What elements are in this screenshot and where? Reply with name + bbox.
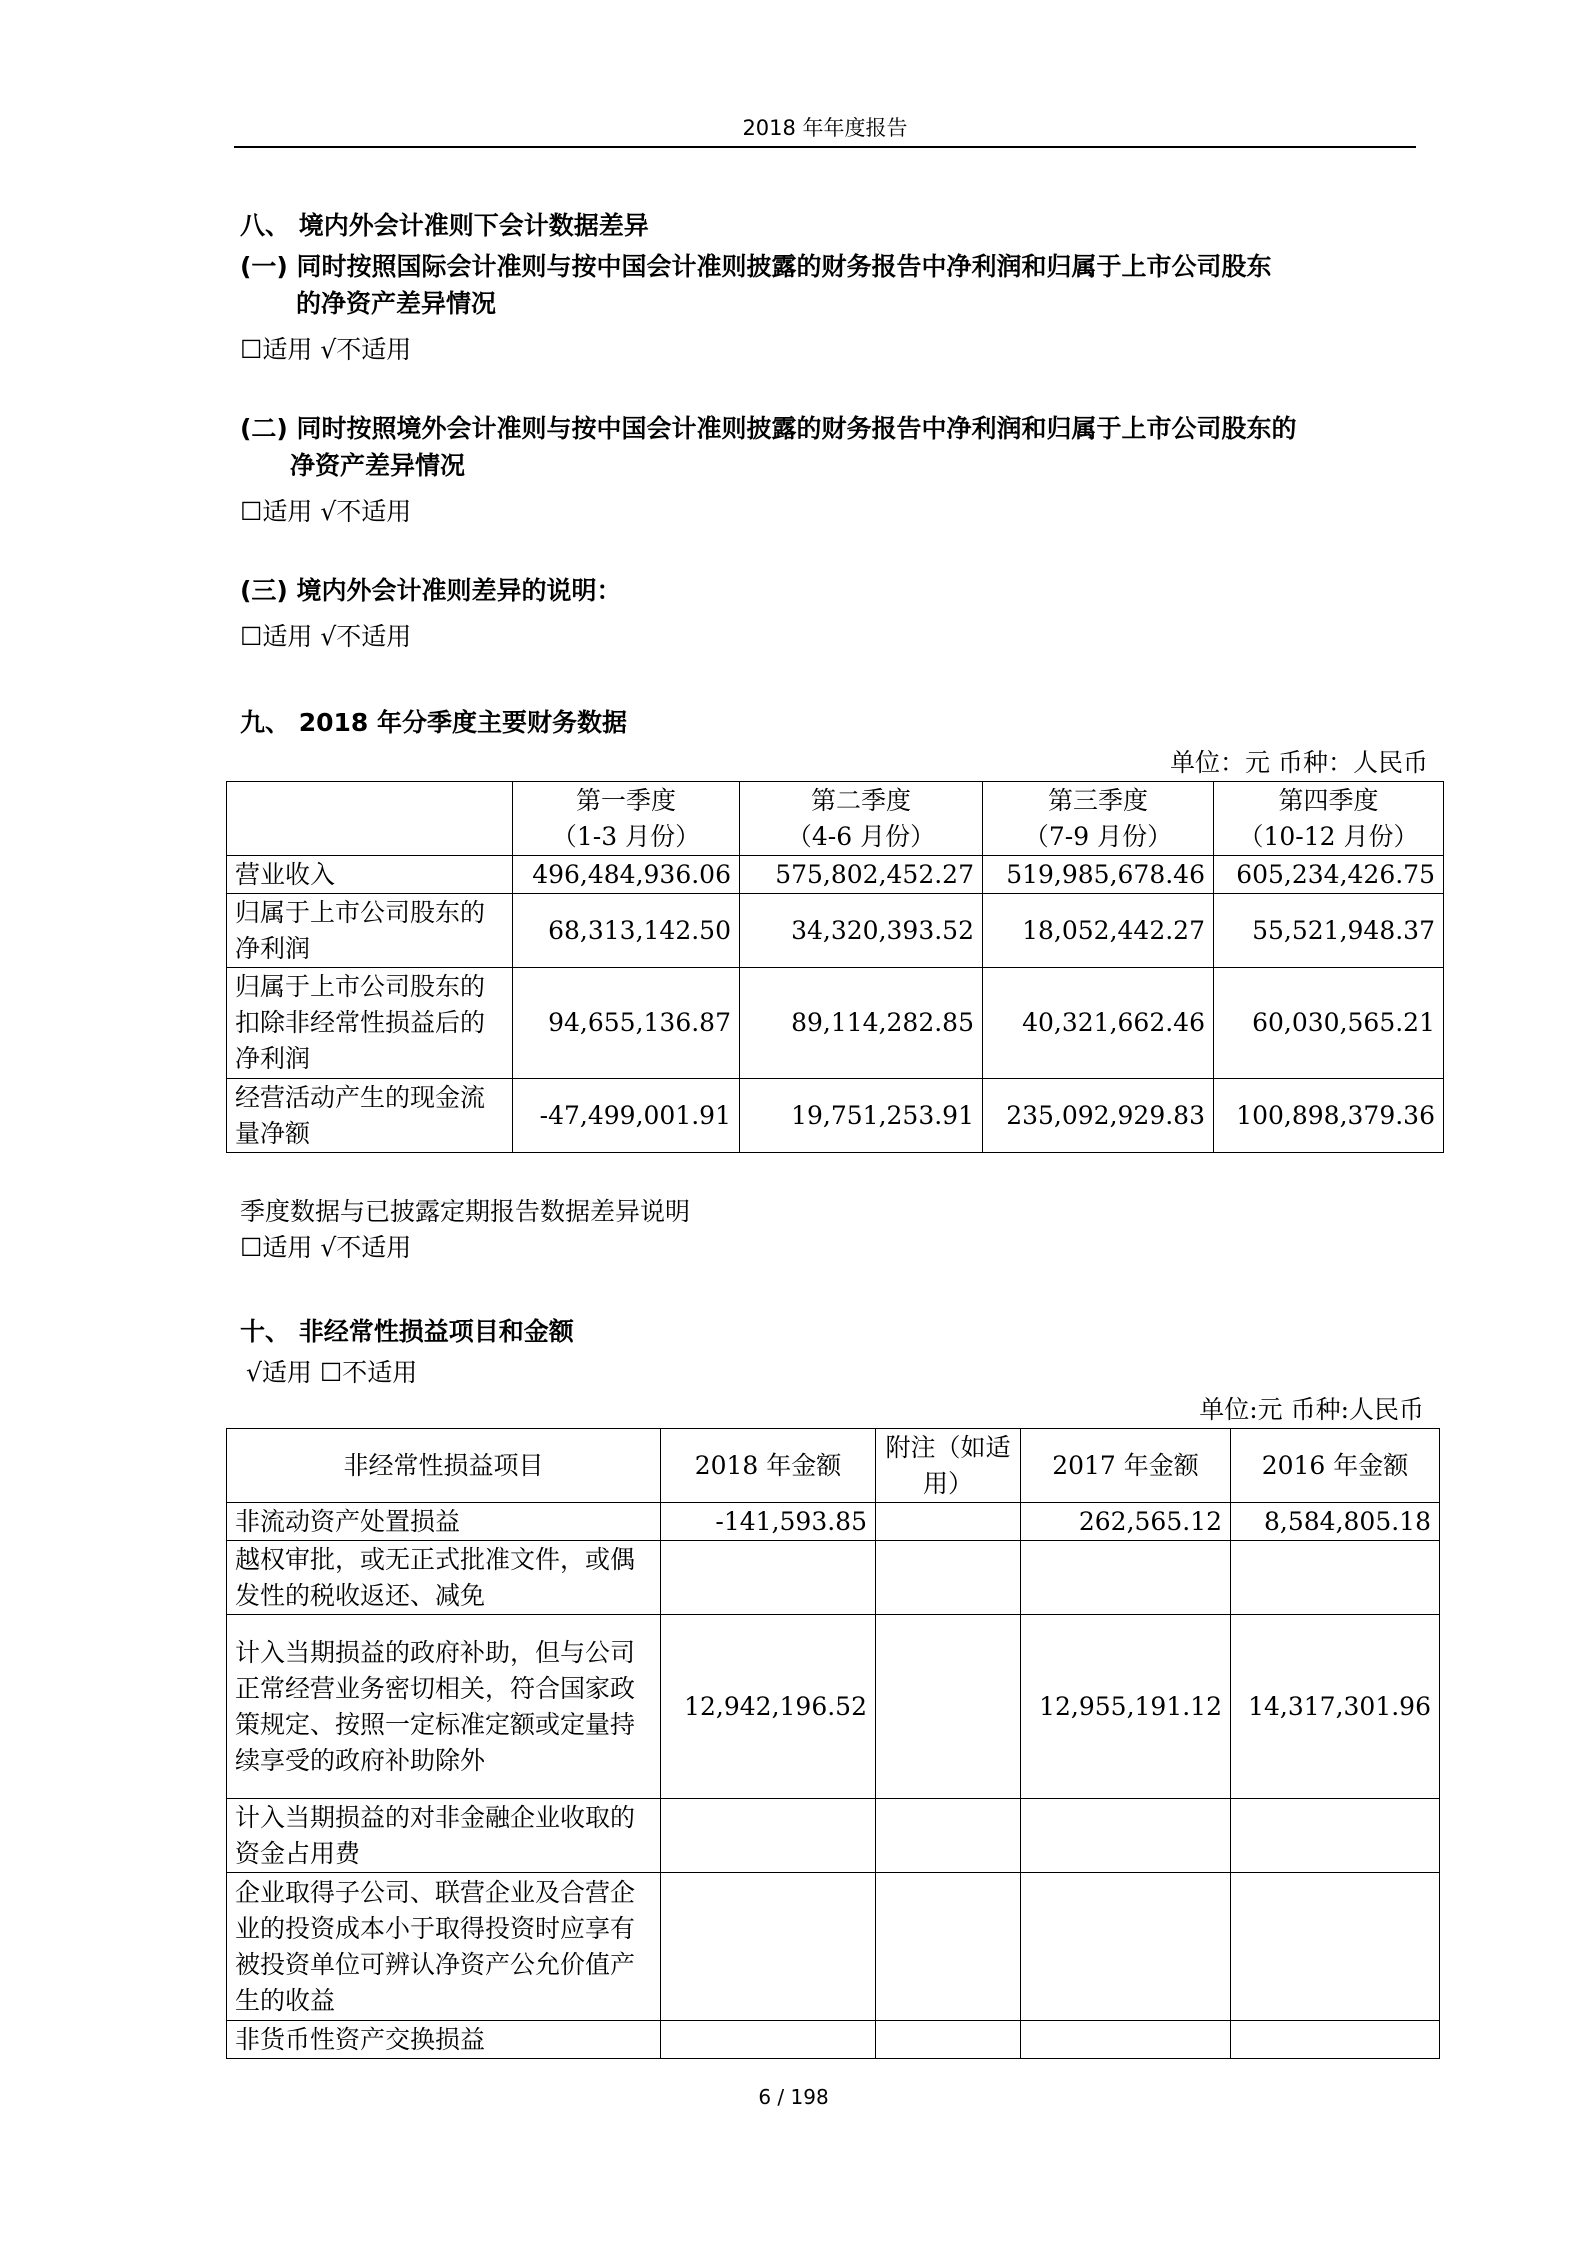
table-row	[227, 1873, 1440, 2021]
section-8-3-options: ☐适用 √不适用	[240, 622, 412, 651]
cell-value: 235,092,929.83	[983, 1079, 1214, 1153]
table-row	[227, 1799, 1440, 1873]
row-label: 非流动资产处置损益	[227, 1503, 661, 1541]
cell-value: 496,484,936.06	[513, 856, 740, 894]
section-10-options: √适用 ☐不适用	[246, 1358, 418, 1387]
section-8-2-title	[240, 410, 1430, 484]
cell-value	[661, 2021, 876, 2059]
header-item: 非经常性损益项目	[227, 1429, 661, 1503]
cell-value: 575,802,452.27	[740, 856, 983, 894]
cell-note	[876, 1615, 1021, 1799]
section-10-unit: 单位:元 币种:人民币	[1199, 1395, 1424, 1424]
cell-value: 18,052,442.27	[983, 894, 1214, 968]
cell-value: 68,313,142.50	[513, 894, 740, 968]
row-label: 越权审批，或无正式批准文件，或偶发性的税收返还、减免	[227, 1541, 661, 1615]
cell-value: 34,320,393.52	[740, 894, 983, 968]
table-row	[227, 2021, 1440, 2059]
q1-header: 第一季度 （1-3 月份）	[513, 782, 740, 856]
table-row	[227, 1079, 1444, 1153]
table-row	[227, 856, 1444, 894]
cell-value: 12,955,191.12	[1021, 1615, 1231, 1799]
cell-value: 605,234,426.75	[1214, 856, 1444, 894]
non-recurring-header-row	[227, 1429, 1440, 1503]
cell-value: 519,985,678.46	[983, 856, 1214, 894]
row-label: 企业取得子公司、联营企业及合营企业的投资成本小于取得投资时应享有被投资单位可辨认净资产公允价值产生的收益	[227, 1873, 661, 2021]
section-8-1-options: ☐适用 √不适用	[240, 335, 412, 364]
table-row	[227, 968, 1444, 1079]
row-label: 营业收入	[227, 856, 513, 894]
section-8-1-title-line2: 的净资产差异情况	[296, 289, 497, 318]
cell-note	[876, 2021, 1021, 2059]
row-label: 计入当期损益的政府补助，但与公司正常经营业务密切相关，符合国家政策规定、按照一定标准定额或定量持续享受的政府补助除外	[227, 1615, 661, 1799]
cell-value: 8,584,805.18	[1231, 1503, 1440, 1541]
cell-value	[1021, 1799, 1231, 1873]
quarterly-header-row	[227, 782, 1444, 856]
section-8-2-options: ☐适用 √不适用	[240, 497, 412, 526]
q4-header: 第四季度 （10-12 月份）	[1214, 782, 1444, 856]
row-label: 经营活动产生的现金流量净额	[227, 1079, 513, 1153]
cell-value: 55,521,948.37	[1214, 894, 1444, 968]
quarterly-header-empty	[227, 782, 513, 856]
section-8-2-title-line2: 净资产差异情况	[290, 451, 466, 480]
cell-value: 100,898,379.36	[1214, 1079, 1444, 1153]
section-8-1-title	[240, 248, 1430, 322]
cell-value	[1021, 2021, 1231, 2059]
section-8-3-title: (三) 境内外会计准则差异的说明：	[240, 576, 622, 605]
header-note: 附注（如适用）	[876, 1429, 1021, 1503]
cell-value	[1231, 2021, 1440, 2059]
row-label: 非货币性资产交换损益	[227, 2021, 661, 2059]
cell-value	[1231, 1799, 1440, 1873]
cell-value: 60,030,565.21	[1214, 968, 1444, 1079]
table-row	[227, 1615, 1440, 1799]
quarterly-note: 季度数据与已披露定期报告数据差异说明	[240, 1197, 691, 1226]
cell-value	[1021, 1873, 1231, 2021]
section-8-1-title-line1: (一) 同时按照国际会计准则与按中国会计准则披露的财务报告中净利润和归属于上市公司股东	[240, 252, 1272, 281]
row-label: 归属于上市公司股东的净利润	[227, 894, 513, 968]
cell-value	[661, 1541, 876, 1615]
section-8-2-title-line1: (二) 同时按照境外会计准则与按中国会计准则披露的财务报告中净利润和归属于上市公司股东的	[240, 414, 1297, 443]
cell-value: 89,114,282.85	[740, 968, 983, 1079]
page-number: 6 / 198	[758, 2085, 829, 2109]
cell-value	[661, 1873, 876, 2021]
header-2018: 2018 年金额	[661, 1429, 876, 1503]
cell-value: -47,499,001.91	[513, 1079, 740, 1153]
q3-header: 第三季度 （7-9 月份）	[983, 782, 1214, 856]
table-row	[227, 894, 1444, 968]
non-recurring-table	[226, 1428, 1440, 2059]
row-label: 计入当期损益的对非金融企业收取的资金占用费	[227, 1799, 661, 1873]
quarterly-note-options: ☐适用 √不适用	[240, 1233, 412, 1262]
page-header: 2018 年年度报告	[234, 110, 1416, 148]
cell-value	[1021, 1541, 1231, 1615]
cell-value	[1231, 1541, 1440, 1615]
table-row	[227, 1541, 1440, 1615]
header-2016: 2016 年金额	[1231, 1429, 1440, 1503]
cell-value: 262,565.12	[1021, 1503, 1231, 1541]
cell-value: 19,751,253.91	[740, 1079, 983, 1153]
cell-value: 14,317,301.96	[1231, 1615, 1440, 1799]
table-row	[227, 1503, 1440, 1541]
cell-value: -141,593.85	[661, 1503, 876, 1541]
row-label: 归属于上市公司股东的扣除非经常性损益后的净利润	[227, 968, 513, 1079]
q2-header: 第二季度 （4-6 月份）	[740, 782, 983, 856]
section-9-title: 九、 2018 年分季度主要财务数据	[240, 708, 627, 737]
cell-value: 40,321,662.46	[983, 968, 1214, 1079]
cell-note	[876, 1799, 1021, 1873]
section-9-unit: 单位：元 币种：人民币	[1170, 748, 1428, 777]
cell-note	[876, 1541, 1021, 1615]
cell-value	[1231, 1873, 1440, 2021]
section-10-title: 十、 非经常性损益项目和金额	[240, 1317, 574, 1346]
section-8-title: 八、 境内外会计准则下会计数据差异	[240, 211, 649, 240]
cell-note	[876, 1873, 1021, 2021]
cell-value: 12,942,196.52	[661, 1615, 876, 1799]
cell-value	[661, 1799, 876, 1873]
cell-note	[876, 1503, 1021, 1541]
cell-value: 94,655,136.87	[513, 968, 740, 1079]
header-2017: 2017 年金额	[1021, 1429, 1231, 1503]
quarterly-table	[226, 781, 1444, 1153]
